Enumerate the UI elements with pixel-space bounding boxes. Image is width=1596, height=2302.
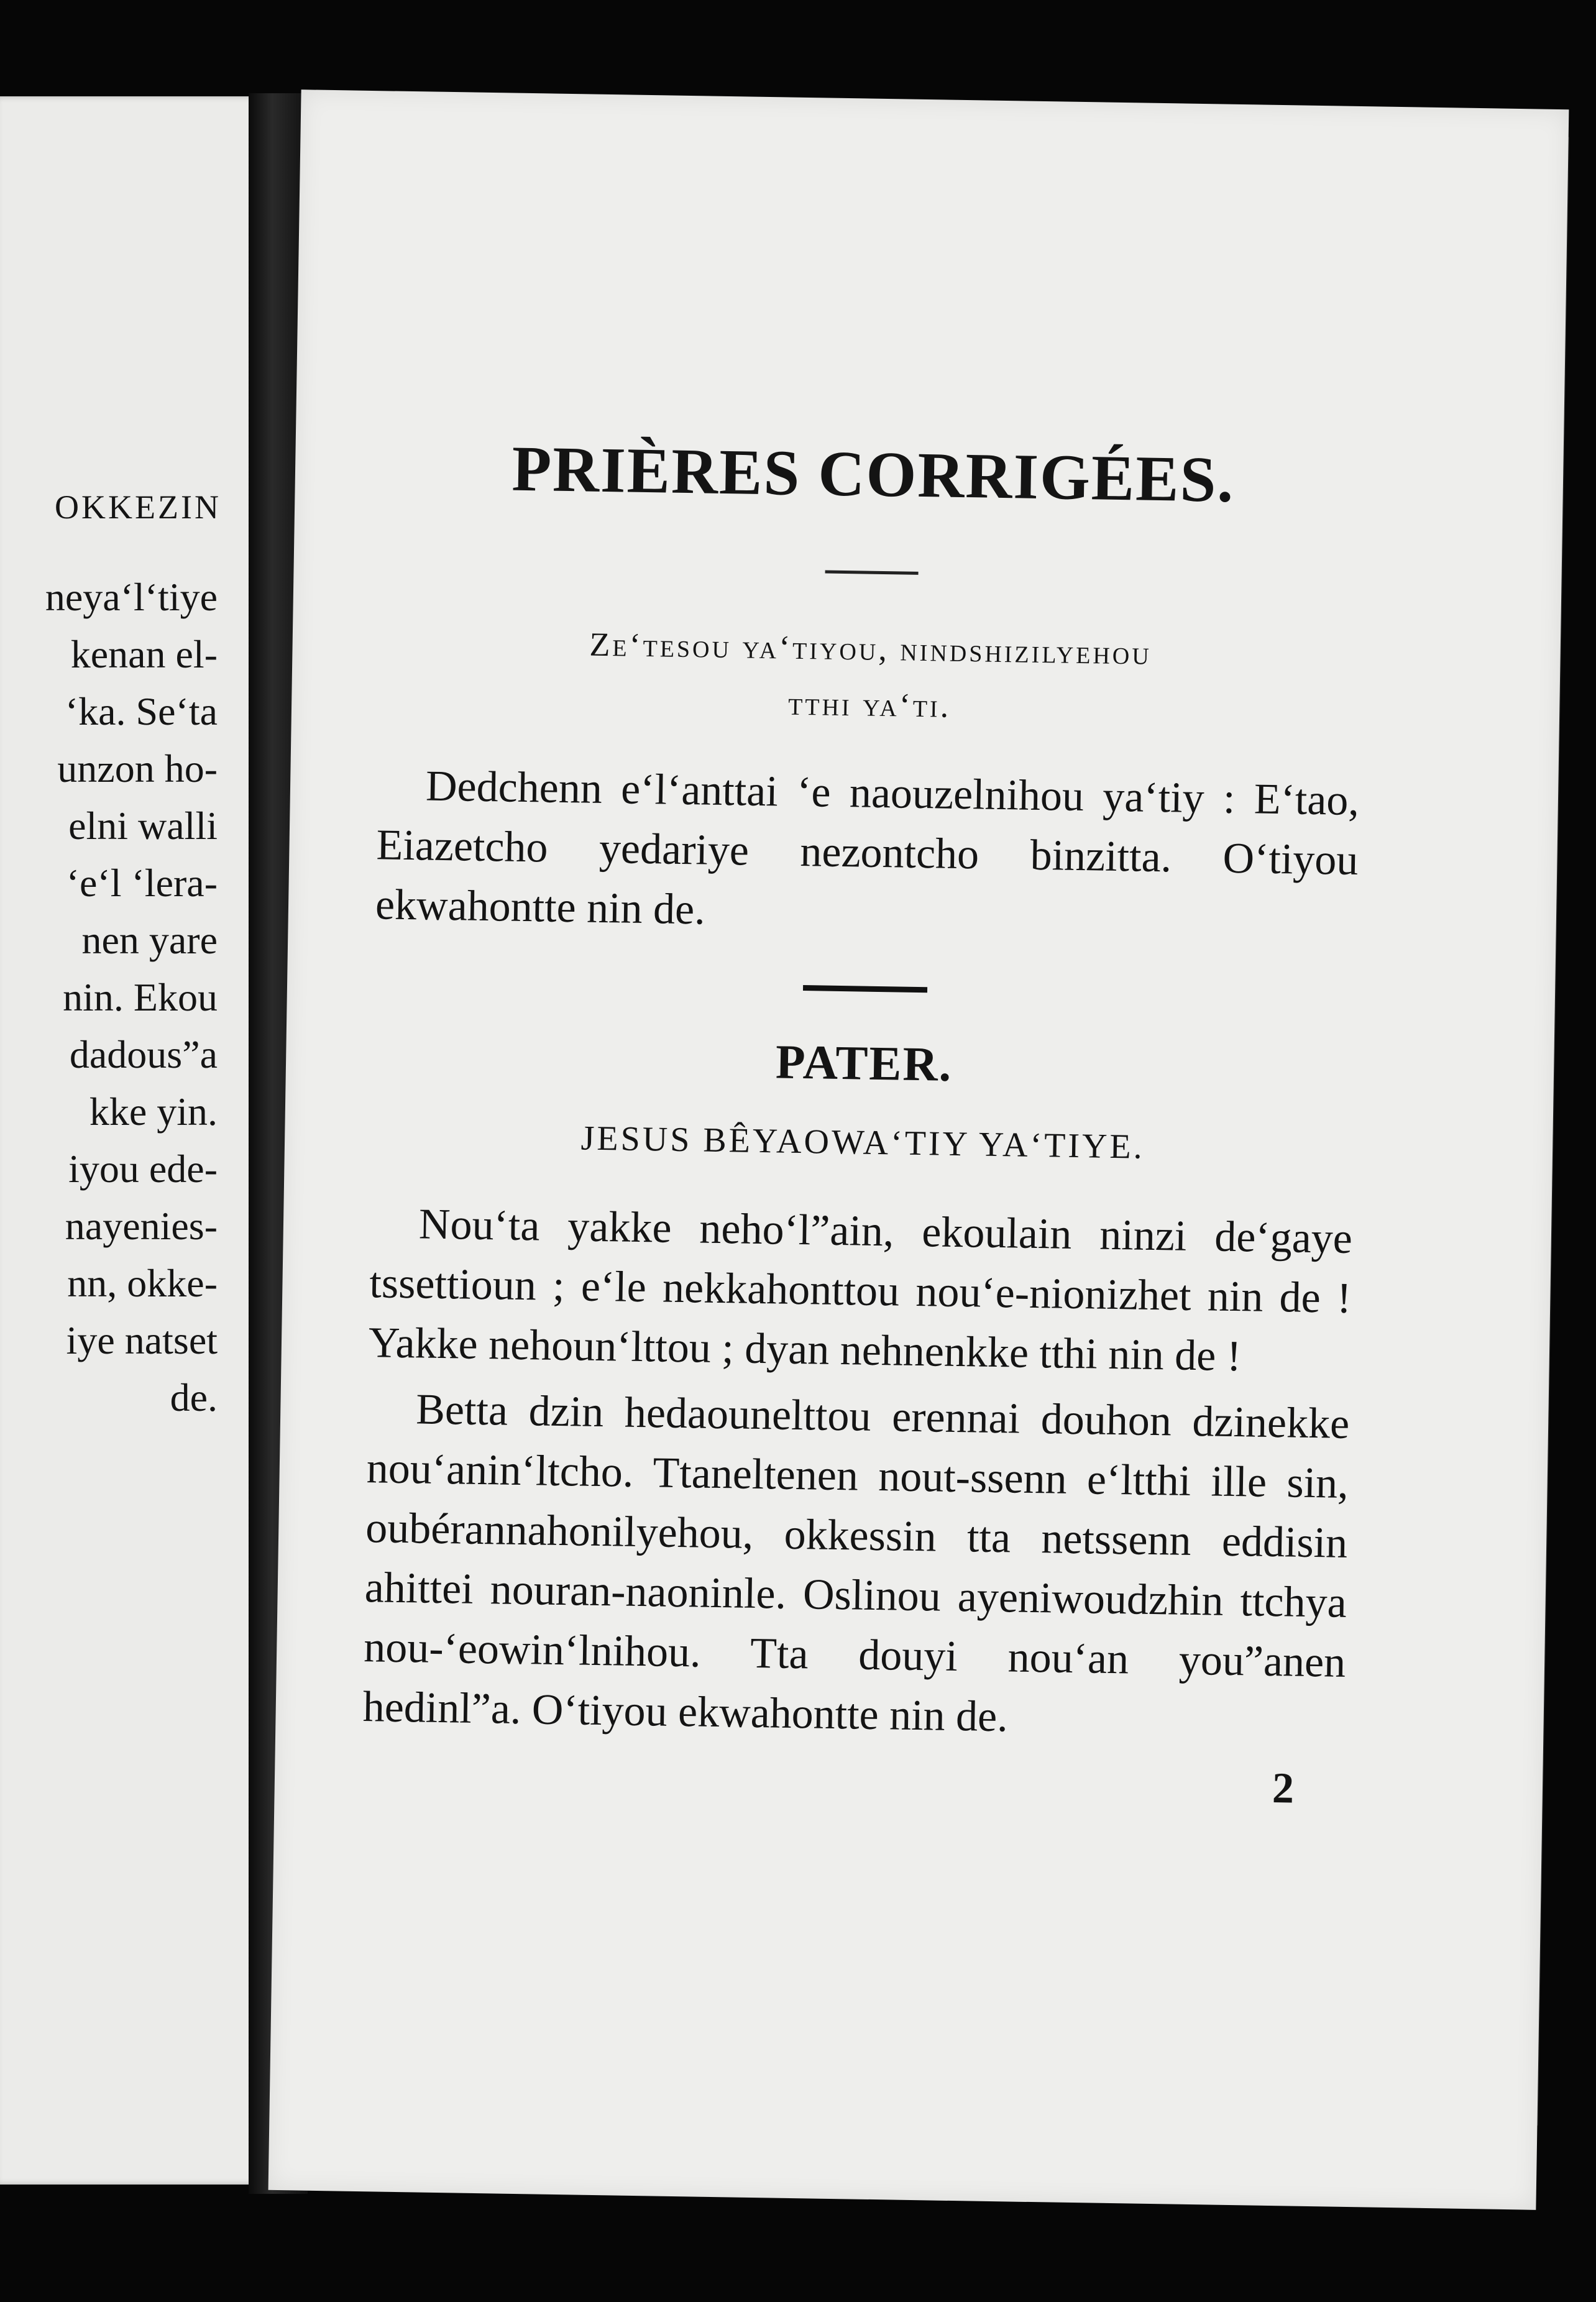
pater-paragraph: Betta dzin hedaounelttou erennai douhon dzinekke nou‘anin‘ltcho. Ttaneltenen nout-ssenn e‘ltthi ille sin, oubérannahonilyehou, okkessin tta netssenn eddisin ahittei nouran-naoninle. Oslinou ayeniwoudzhin ttchya nou-‘eowin‘lnihou. Tta douyi nou‘an you”anen hedinl”a. O‘tiyou ekwahontte nin de. xyxy=(362,1385,1350,1741)
previous-page xyxy=(0,96,260,2185)
page-title: PRIÈRES CORRIGÉES. xyxy=(511,433,1236,516)
text-line: nin. Ekou xyxy=(63,975,218,1019)
text-line: ‘e‘l ‘lera- xyxy=(66,861,218,905)
text-line: kke yin. xyxy=(89,1089,218,1134)
text-line: nayenies- xyxy=(65,1204,218,1248)
text-line: elni walli xyxy=(68,804,218,848)
text-line: de. xyxy=(170,1375,218,1419)
page-number: 2 xyxy=(1272,1764,1295,1813)
text-line: nen yare xyxy=(81,918,218,962)
text-line: kenan el- xyxy=(70,632,218,676)
page-content xyxy=(361,426,1365,1815)
previous-page-text xyxy=(45,569,218,1426)
text-line: dadous”a xyxy=(69,1032,218,1076)
intro-heading xyxy=(378,613,1362,740)
pater-paragraph: Nou‘ta yakke neho‘l”ain, ekoulain ninzi de‘gaye tssettioun ; e‘le nekkahonttou nou‘e-nionizhet nin de ! Yakke nehoun‘lttou ; dyan nehnenkke tthi nin de ! xyxy=(368,1200,1353,1381)
text-line: iye natset xyxy=(66,1318,218,1362)
intro-heading-line: tthi ya‘ti. xyxy=(787,684,952,725)
text-line: unzon ho- xyxy=(57,746,218,791)
text-line: iyou ede- xyxy=(68,1147,218,1191)
intro-paragraph: Dedchenn e‘l‘anttai ‘e naouzelnihou ya‘tiy : E‘tao, Eiazetcho yedariye nezontcho binzitta. O‘tiyou ekwahontte nin de. xyxy=(375,762,1360,934)
divider xyxy=(803,985,927,993)
section-subtitle: JESUS BÊYAOWA‘TIY YA‘TIYE. xyxy=(580,1119,1145,1167)
text-line: nn, okke- xyxy=(67,1261,218,1305)
main-page xyxy=(268,89,1569,2210)
text-line: ‘ka. Se‘ta xyxy=(65,689,218,733)
text-line: neya‘l‘tiye xyxy=(45,575,218,619)
divider xyxy=(825,571,919,575)
running-header: OKKEZIN xyxy=(55,488,221,526)
intro-heading-line: Ze‘tesou ya‘tiyou, nindshizilyehou xyxy=(589,625,1152,672)
section-title: PATER. xyxy=(775,1034,953,1091)
